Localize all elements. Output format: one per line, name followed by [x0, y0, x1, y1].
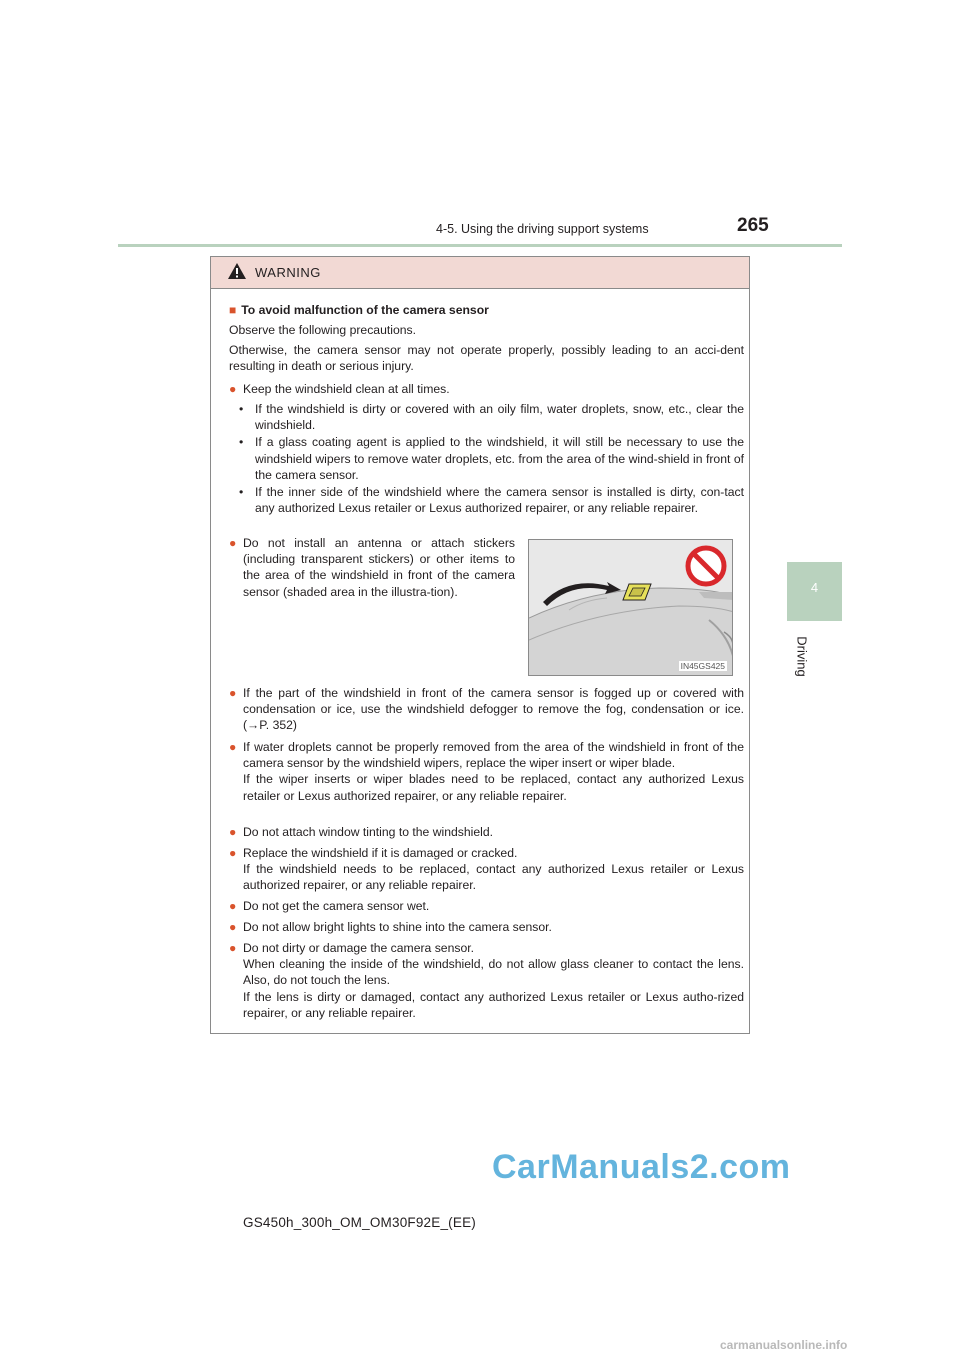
circle-bullet-icon: ●: [229, 920, 237, 934]
windshield-illustration: [528, 539, 733, 676]
windshield-camera-illustration: [529, 540, 733, 676]
document-code: GS450h_300h_OM_OM30F92E_(EE): [243, 1215, 476, 1230]
circle-bullet-icon: ●: [229, 536, 237, 550]
bullet-tinting: ● Do not attach window tinting to the windshield.: [229, 825, 493, 839]
circle-bullet-icon: ●: [229, 846, 237, 860]
bullet-replace-windshield: ● Replace the windshield if it is damaged or cracked. If the windshield needs to be replaced, contact any authorized Lexus retailer or Lexus authorized repairer, or any reliable repairer.: [229, 846, 744, 893]
page-number: 265: [737, 215, 769, 236]
chapter-tab: [787, 562, 842, 621]
circle-bullet-icon: ●: [229, 740, 237, 754]
circle-bullet-icon: ●: [229, 382, 237, 396]
warning-box: [210, 256, 750, 1034]
watermark-logo: CarManuals2.com: [492, 1148, 791, 1186]
bullet-water-droplets: ● If water droplets cannot be properly removed from the area of the windshield in front of the camera sensor by the windshield wipers, replace the wiper insert or wiper blade. If the wiper inserts or wiper blades need to be replaced, contact any authorized Lexus retailer or Lexus authorized repairer, or any reliable repairer.: [229, 740, 744, 803]
bullet-bright-lights: ● Do not allow bright lights to shine into the camera sensor.: [229, 920, 552, 934]
sub-list-windshield: • If the windshield is dirty or covered with an oily film, water droplets, snow, etc., clear the windshield. • If a glass coating agent is applied to the windshield, it will still be necessary to use the windshield wipers to remove water droplets, etc. from the area of the wind-shield in front of the camera sensor. • If the inner side of the windshield where the camera sensor is installed is dirty, con-tact any authorized Lexus retailer or Lexus authorized repairer, or any reliable repairer.: [239, 402, 744, 516]
warning-title: WARNING: [255, 265, 321, 280]
circle-bullet-icon: ●: [229, 941, 237, 955]
bullet-wet: ● Do not get the camera sensor wet.: [229, 899, 430, 913]
header-section-title: 4-5. Using the driving support systems: [436, 222, 649, 236]
circle-bullet-icon: ●: [229, 825, 237, 839]
bullet-keep-clean: ● Keep the windshield clean at all times.: [229, 382, 450, 396]
warning-intro: Observe the following precautions.: [229, 323, 416, 337]
figure-code: IN45GS425: [680, 661, 725, 671]
header-rule: [118, 244, 842, 247]
warning-header: [211, 257, 749, 289]
chapter-label: Driving: [794, 635, 810, 677]
warning-triangle-icon: [227, 262, 247, 280]
bullet-no-stickers: ● Do not install an antenna or attach stickers (including transparent stickers) or other items to the area of the windshield in front of the camera sensor (shaded area in the illustra-tion).: [229, 536, 515, 599]
watermark-url: carmanualsonline.info: [720, 1338, 848, 1352]
circle-bullet-icon: ●: [229, 686, 237, 700]
warning-heading: ■ To avoid malfunction of the camera sensor: [229, 303, 489, 317]
chapter-number: 4: [810, 580, 819, 595]
bullet-defogger: ● If the part of the windshield in front of the camera sensor is fogged up or covered with condensation or ice, use the windshield defogger to remove the fog, condensation or ice. (→P. 352): [229, 686, 744, 733]
circle-bullet-icon: ●: [229, 899, 237, 913]
square-marker-icon: ■: [229, 303, 237, 317]
warning-intro-2: Otherwise, the camera sensor may not operate properly, possibly leading to an acci-dent resulting in death or serious injury.: [229, 343, 744, 374]
bullet-dirty-damage: ● Do not dirty or damage the camera sensor. When cleaning the inside of the windshield, do not allow glass cleaner to contact the lens. Also, do not touch the lens. If the lens is dirty or damaged, contact any authorized Lexus retailer or Lexus autho-rized repairer, or any reliable repairer.: [229, 941, 744, 1020]
